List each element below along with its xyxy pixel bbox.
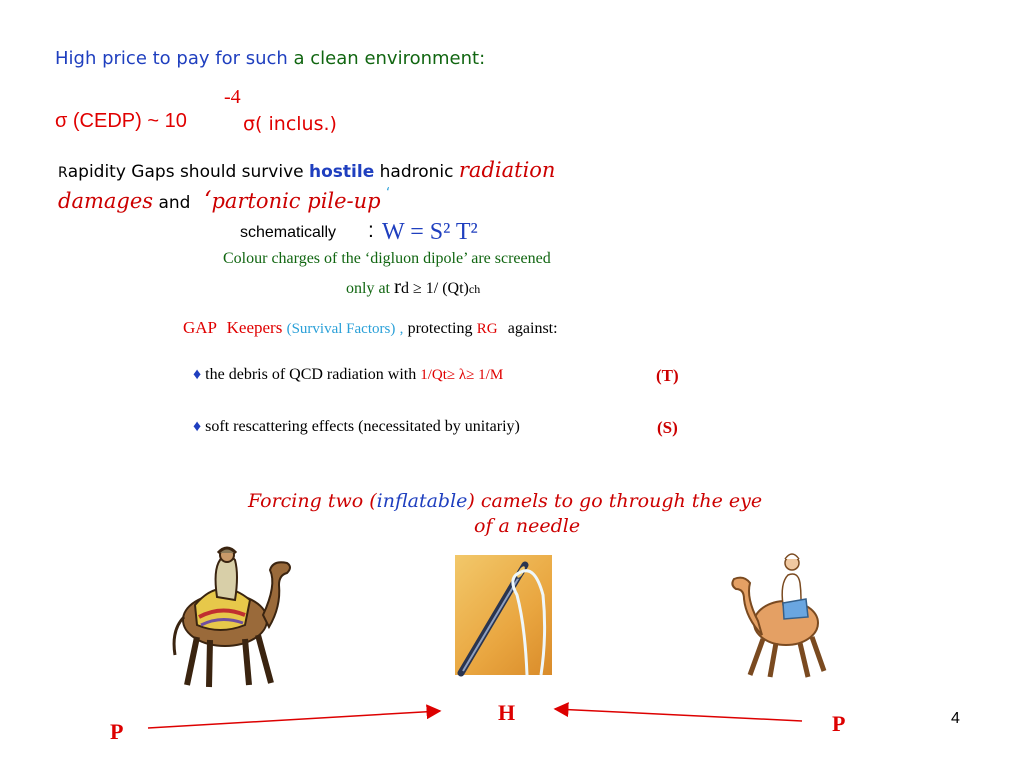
label-h: H: [498, 700, 516, 725]
rapidity-text: apidity Gaps should survive: [67, 162, 304, 182]
title-part2: a clean: [293, 48, 359, 69]
arrow-left-to-h: [148, 711, 440, 728]
caption-part-a: Forcing two (: [248, 490, 377, 512]
rg-word: RG: [476, 321, 498, 337]
schematically-label: schematically: [240, 224, 337, 241]
only-at-rest: ≥ 1/ (Qt): [413, 280, 469, 297]
damages-word: damages: [58, 189, 154, 213]
quote-close: ‘: [386, 186, 391, 201]
gap-word: GAP: [183, 318, 217, 337]
diamond-bullet-icon: ♦: [193, 418, 202, 435]
bullet-rescattering-text: soft rescattering effects (necessitated by unitariy): [205, 418, 520, 435]
title-part3: environment:: [364, 48, 486, 69]
tag-s: (S): [657, 418, 678, 437]
against-word: against:: [507, 320, 558, 337]
label-p-right: P: [832, 711, 846, 736]
colour-charges-line: Colour charges of the ‘digluon dipole’ are screened: [223, 250, 551, 267]
d-symbol: d: [401, 280, 409, 297]
gap-comma: ,: [399, 321, 404, 337]
r-symbol: r: [394, 274, 401, 298]
tag-t: (T): [656, 366, 679, 385]
only-at-prefix: only at: [346, 280, 390, 297]
diamond-bullet-icon: ♦: [193, 366, 202, 383]
exponent: -4: [224, 86, 241, 108]
page-number: 4: [951, 710, 960, 727]
inflatable-word: inflatable: [376, 490, 468, 512]
partonic-word: partonic pile-up: [211, 189, 381, 213]
cross-section-lhs: σ (CEDP) ~ 10: [55, 110, 187, 132]
quote-open: ‘: [203, 186, 212, 214]
label-p-left: P: [110, 719, 124, 744]
camels-caption-line2: of a needle: [474, 515, 581, 537]
bullet-debris-text: the debris of QCD radiation with: [205, 366, 417, 383]
bullet-debris-cond: 1/Qt≥ λ≥ 1/M: [420, 367, 504, 383]
w-equation: W = S² T²: [382, 219, 478, 245]
keepers-word: Keepers: [226, 318, 283, 337]
rapidity-r: R: [58, 165, 68, 181]
cross-section-rhs: σ( inclus.): [243, 113, 337, 135]
ch-subscript: ch: [468, 282, 481, 296]
hadronic-word: hadronic: [379, 162, 454, 182]
protecting-word: protecting: [407, 320, 473, 337]
and-word: and: [158, 193, 191, 213]
radiation-word: radiation: [458, 158, 556, 182]
hostile-word: hostile: [309, 162, 375, 182]
title-part1: High price to pay for such: [55, 48, 288, 69]
survival-factors: (Survival Factors): [286, 321, 396, 337]
schematically-colon: :: [368, 219, 374, 242]
arrow-right-to-h: [555, 709, 802, 721]
caption-part-b: ) camels to go through the eye: [467, 490, 763, 512]
